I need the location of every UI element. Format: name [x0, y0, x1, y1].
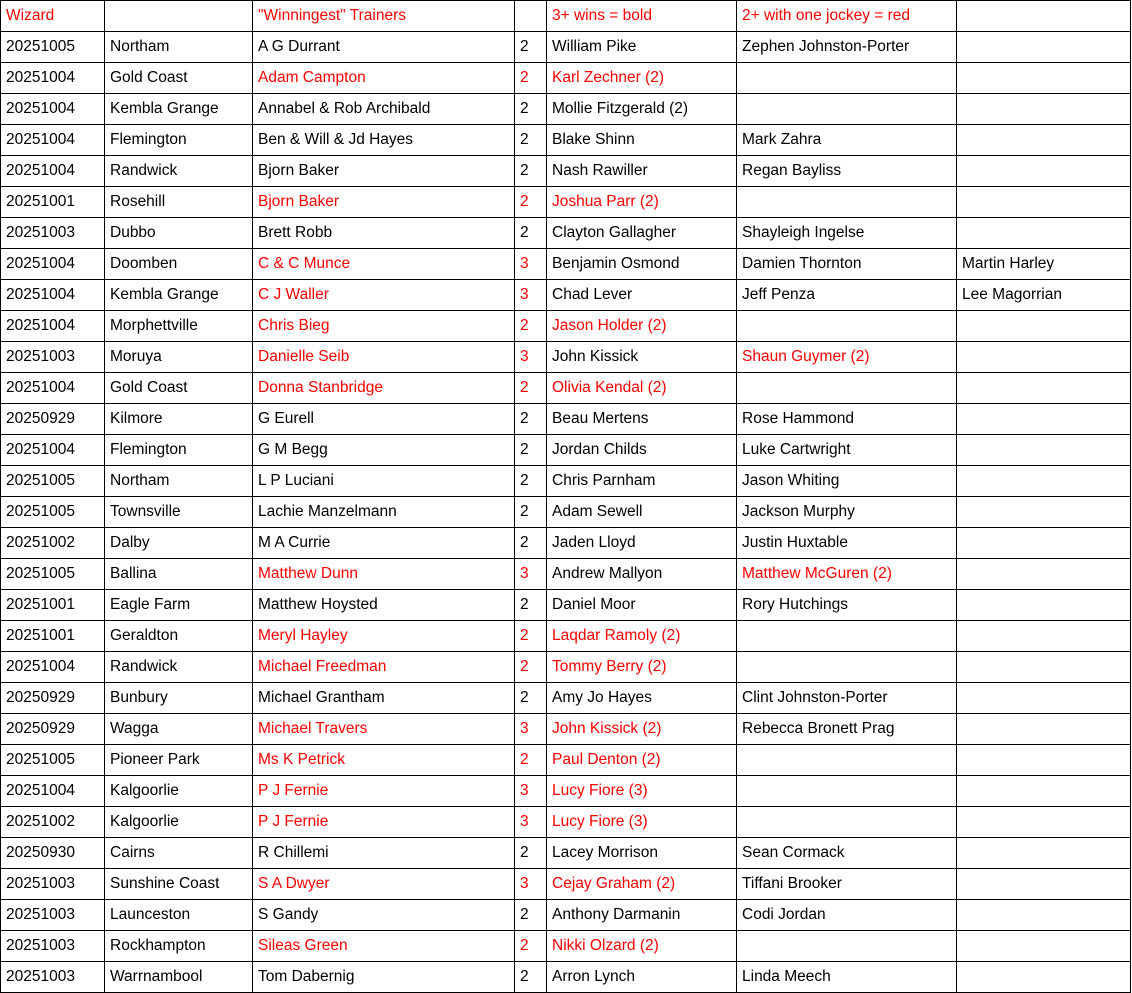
cell-jockey-3 [957, 497, 1131, 528]
cell-track: Ballina [105, 559, 253, 590]
cell-jockey-1: Lacey Morrison [547, 838, 737, 869]
cell-jockey-2 [737, 931, 957, 962]
cell-jockey-2: Clint Johnston-Porter [737, 683, 957, 714]
cell-jockey-2 [737, 745, 957, 776]
header-extra [957, 1, 1131, 32]
cell-jockey-1: Jordan Childs [547, 435, 737, 466]
cell-wins: 2 [515, 497, 547, 528]
cell-jockey-3 [957, 962, 1131, 993]
header-red-rule: 2+ with one jockey = red [737, 1, 957, 32]
cell-jockey-3 [957, 32, 1131, 63]
cell-date: 20251003 [1, 218, 105, 249]
cell-jockey-3 [957, 776, 1131, 807]
cell-track: Flemington [105, 125, 253, 156]
cell-jockey-1: Benjamin Osmond [547, 249, 737, 280]
cell-track: Gold Coast [105, 63, 253, 94]
cell-jockey-1: Blake Shinn [547, 125, 737, 156]
cell-jockey-2: Jeff Penza [737, 280, 957, 311]
table-row [1, 621, 1131, 652]
cell-jockey-1: Beau Mertens [547, 404, 737, 435]
cell-trainer: Sileas Green [253, 931, 515, 962]
table-row [1, 218, 1131, 249]
cell-date: 20251003 [1, 869, 105, 900]
cell-trainer: S Gandy [253, 900, 515, 931]
cell-track: Kalgoorlie [105, 776, 253, 807]
cell-date: 20251004 [1, 125, 105, 156]
cell-trainer: Annabel & Rob Archibald [253, 94, 515, 125]
cell-trainer: Meryl Hayley [253, 621, 515, 652]
cell-jockey-3 [957, 807, 1131, 838]
table-row [1, 125, 1131, 156]
cell-wins: 2 [515, 466, 547, 497]
cell-jockey-2 [737, 187, 957, 218]
cell-jockey-2: Damien Thornton [737, 249, 957, 280]
cell-wins: 2 [515, 838, 547, 869]
cell-track: Randwick [105, 652, 253, 683]
cell-wins: 2 [515, 404, 547, 435]
cell-jockey-2: Mark Zahra [737, 125, 957, 156]
cell-jockey-3 [957, 218, 1131, 249]
table-row [1, 807, 1131, 838]
cell-jockey-1: Lucy Fiore (3) [547, 776, 737, 807]
cell-jockey-2: Sean Cormack [737, 838, 957, 869]
cell-trainer: Ms K Petrick [253, 745, 515, 776]
cell-jockey-1: Mollie Fitzgerald (2) [547, 94, 737, 125]
cell-jockey-3 [957, 590, 1131, 621]
table-row [1, 280, 1131, 311]
cell-trainer: Michael Grantham [253, 683, 515, 714]
cell-jockey-1: Amy Jo Hayes [547, 683, 737, 714]
table-row [1, 714, 1131, 745]
cell-wins: 2 [515, 590, 547, 621]
cell-jockey-2: Rory Hutchings [737, 590, 957, 621]
cell-track: Rockhampton [105, 931, 253, 962]
cell-jockey-3 [957, 621, 1131, 652]
cell-jockey-3 [957, 900, 1131, 931]
table-row [1, 497, 1131, 528]
cell-jockey-2: Shaun Guymer (2) [737, 342, 957, 373]
cell-trainer: Danielle Seib [253, 342, 515, 373]
table-row [1, 94, 1131, 125]
cell-track: Randwick [105, 156, 253, 187]
cell-track: Gold Coast [105, 373, 253, 404]
cell-jockey-3 [957, 342, 1131, 373]
cell-date: 20251002 [1, 807, 105, 838]
cell-trainer: Donna Stanbridge [253, 373, 515, 404]
cell-trainer: A G Durrant [253, 32, 515, 63]
cell-wins: 2 [515, 156, 547, 187]
cell-date: 20251004 [1, 63, 105, 94]
cell-wins: 3 [515, 342, 547, 373]
header-trainers: "Winningest" Trainers [253, 1, 515, 32]
cell-trainer: R Chillemi [253, 838, 515, 869]
table-row [1, 776, 1131, 807]
table-row [1, 745, 1131, 776]
table-row [1, 249, 1131, 280]
cell-jockey-1: Laqdar Ramoly (2) [547, 621, 737, 652]
cell-jockey-2 [737, 94, 957, 125]
cell-jockey-3: Lee Magorrian [957, 280, 1131, 311]
cell-wins: 2 [515, 745, 547, 776]
cell-jockey-2 [737, 373, 957, 404]
table-row [1, 156, 1131, 187]
header-track [105, 1, 253, 32]
header-bold-rule: 3+ wins = bold [547, 1, 737, 32]
cell-jockey-1: Jason Holder (2) [547, 311, 737, 342]
cell-wins: 2 [515, 125, 547, 156]
cell-date: 20251004 [1, 249, 105, 280]
cell-track: Eagle Farm [105, 590, 253, 621]
cell-date: 20251004 [1, 776, 105, 807]
cell-jockey-1: Olivia Kendal (2) [547, 373, 737, 404]
cell-jockey-1: Anthony Darmanin [547, 900, 737, 931]
cell-jockey-1: Cejay Graham (2) [547, 869, 737, 900]
cell-jockey-3 [957, 528, 1131, 559]
cell-jockey-1: Chris Parnham [547, 466, 737, 497]
cell-jockey-1: Nikki Olzard (2) [547, 931, 737, 962]
table-row [1, 652, 1131, 683]
cell-track: Kembla Grange [105, 94, 253, 125]
cell-jockey-1: John Kissick [547, 342, 737, 373]
cell-jockey-1: Chad Lever [547, 280, 737, 311]
table-row [1, 187, 1131, 218]
cell-trainer: Brett Robb [253, 218, 515, 249]
cell-track: Morphettville [105, 311, 253, 342]
cell-jockey-2: Jackson Murphy [737, 497, 957, 528]
cell-jockey-2 [737, 807, 957, 838]
cell-jockey-1: Arron Lynch [547, 962, 737, 993]
cell-date: 20251005 [1, 497, 105, 528]
cell-date: 20251004 [1, 156, 105, 187]
cell-track: Bunbury [105, 683, 253, 714]
cell-date: 20251003 [1, 962, 105, 993]
cell-trainer: G M Begg [253, 435, 515, 466]
cell-wins: 2 [515, 962, 547, 993]
cell-track: Wagga [105, 714, 253, 745]
cell-trainer: Matthew Dunn [253, 559, 515, 590]
cell-trainer: Bjorn Baker [253, 156, 515, 187]
cell-jockey-2: Rose Hammond [737, 404, 957, 435]
cell-trainer: Bjorn Baker [253, 187, 515, 218]
cell-jockey-2: Linda Meech [737, 962, 957, 993]
cell-date: 20251001 [1, 621, 105, 652]
cell-jockey-1: Adam Sewell [547, 497, 737, 528]
cell-jockey-3 [957, 373, 1131, 404]
header-wins [515, 1, 547, 32]
cell-track: Kalgoorlie [105, 807, 253, 838]
cell-wins: 2 [515, 63, 547, 94]
cell-jockey-3 [957, 466, 1131, 497]
cell-date: 20251005 [1, 466, 105, 497]
table-body [1, 32, 1131, 993]
cell-trainer: G Eurell [253, 404, 515, 435]
cell-wins: 2 [515, 187, 547, 218]
cell-wins: 3 [515, 714, 547, 745]
cell-trainer: Michael Freedman [253, 652, 515, 683]
cell-jockey-3 [957, 125, 1131, 156]
cell-jockey-1: Clayton Gallagher [547, 218, 737, 249]
cell-wins: 3 [515, 869, 547, 900]
table-header-row [1, 1, 1131, 32]
cell-track: Launceston [105, 900, 253, 931]
cell-trainer: Ben & Will & Jd Hayes [253, 125, 515, 156]
cell-jockey-3 [957, 745, 1131, 776]
cell-trainer: C J Waller [253, 280, 515, 311]
cell-wins: 2 [515, 94, 547, 125]
cell-jockey-3: Martin Harley [957, 249, 1131, 280]
cell-date: 20251004 [1, 435, 105, 466]
cell-trainer: Matthew Hoysted [253, 590, 515, 621]
table-row [1, 466, 1131, 497]
cell-wins: 3 [515, 559, 547, 590]
cell-date: 20251004 [1, 94, 105, 125]
cell-track: Kembla Grange [105, 280, 253, 311]
cell-jockey-2: Luke Cartwright [737, 435, 957, 466]
header-wizard: Wizard [1, 1, 105, 32]
cell-date: 20251003 [1, 900, 105, 931]
cell-track: Kilmore [105, 404, 253, 435]
cell-wins: 2 [515, 900, 547, 931]
cell-jockey-1: Karl Zechner (2) [547, 63, 737, 94]
cell-jockey-2: Jason Whiting [737, 466, 957, 497]
cell-date: 20251004 [1, 311, 105, 342]
cell-jockey-3 [957, 714, 1131, 745]
table-row [1, 683, 1131, 714]
cell-trainer: Adam Campton [253, 63, 515, 94]
cell-track: Pioneer Park [105, 745, 253, 776]
cell-track: Flemington [105, 435, 253, 466]
cell-jockey-2: Rebecca Bronett Prag [737, 714, 957, 745]
cell-wins: 2 [515, 373, 547, 404]
cell-track: Cairns [105, 838, 253, 869]
cell-wins: 3 [515, 776, 547, 807]
cell-jockey-3 [957, 404, 1131, 435]
cell-wins: 2 [515, 311, 547, 342]
cell-track: Townsville [105, 497, 253, 528]
cell-wins: 2 [515, 528, 547, 559]
table-row [1, 528, 1131, 559]
table-row [1, 311, 1131, 342]
cell-trainer: Chris Bieg [253, 311, 515, 342]
table-row [1, 962, 1131, 993]
cell-wins: 2 [515, 32, 547, 63]
cell-jockey-2: Tiffani Brooker [737, 869, 957, 900]
cell-date: 20251002 [1, 528, 105, 559]
cell-trainer: L P Luciani [253, 466, 515, 497]
cell-jockey-1: Nash Rawiller [547, 156, 737, 187]
cell-jockey-1: Daniel Moor [547, 590, 737, 621]
cell-date: 20251004 [1, 373, 105, 404]
cell-track: Moruya [105, 342, 253, 373]
table-row [1, 931, 1131, 962]
table-row [1, 342, 1131, 373]
cell-jockey-2 [737, 621, 957, 652]
cell-track: Doomben [105, 249, 253, 280]
cell-jockey-2: Zephen Johnston-Porter [737, 32, 957, 63]
cell-date: 20251005 [1, 32, 105, 63]
table-row [1, 838, 1131, 869]
cell-wins: 2 [515, 931, 547, 962]
cell-jockey-3 [957, 311, 1131, 342]
cell-jockey-2: Matthew McGuren (2) [737, 559, 957, 590]
cell-track: Geraldton [105, 621, 253, 652]
cell-wins: 2 [515, 621, 547, 652]
cell-wins: 3 [515, 249, 547, 280]
cell-jockey-3 [957, 559, 1131, 590]
cell-trainer: P J Fernie [253, 776, 515, 807]
table-row [1, 590, 1131, 621]
cell-jockey-3 [957, 683, 1131, 714]
cell-trainer: M A Currie [253, 528, 515, 559]
cell-wins: 2 [515, 435, 547, 466]
cell-date: 20251003 [1, 342, 105, 373]
cell-jockey-3 [957, 187, 1131, 218]
table-row [1, 63, 1131, 94]
cell-date: 20251005 [1, 745, 105, 776]
table-row [1, 435, 1131, 466]
cell-track: Northam [105, 466, 253, 497]
cell-track: Northam [105, 32, 253, 63]
cell-jockey-2 [737, 311, 957, 342]
cell-track: Rosehill [105, 187, 253, 218]
cell-jockey-1: Tommy Berry (2) [547, 652, 737, 683]
cell-wins: 3 [515, 280, 547, 311]
cell-track: Sunshine Coast [105, 869, 253, 900]
cell-date: 20250930 [1, 838, 105, 869]
cell-date: 20251003 [1, 931, 105, 962]
cell-track: Warrnambool [105, 962, 253, 993]
cell-jockey-2 [737, 63, 957, 94]
cell-jockey-2: Codi Jordan [737, 900, 957, 931]
cell-jockey-2: Shayleigh Ingelse [737, 218, 957, 249]
cell-jockey-1: Paul Denton (2) [547, 745, 737, 776]
cell-track: Dubbo [105, 218, 253, 249]
cell-jockey-3 [957, 63, 1131, 94]
cell-jockey-3 [957, 931, 1131, 962]
cell-date: 20250929 [1, 714, 105, 745]
cell-jockey-1: John Kissick (2) [547, 714, 737, 745]
cell-jockey-3 [957, 435, 1131, 466]
cell-date: 20251001 [1, 187, 105, 218]
table-row [1, 559, 1131, 590]
cell-jockey-2 [737, 652, 957, 683]
table-row [1, 373, 1131, 404]
cell-trainer: C & C Munce [253, 249, 515, 280]
cell-trainer: Michael Travers [253, 714, 515, 745]
cell-date: 20251004 [1, 280, 105, 311]
cell-date: 20251005 [1, 559, 105, 590]
cell-jockey-1: Andrew Mallyon [547, 559, 737, 590]
cell-trainer: Tom Dabernig [253, 962, 515, 993]
cell-jockey-2: Justin Huxtable [737, 528, 957, 559]
cell-track: Dalby [105, 528, 253, 559]
cell-trainer: S A Dwyer [253, 869, 515, 900]
cell-date: 20250929 [1, 404, 105, 435]
cell-wins: 3 [515, 807, 547, 838]
table-row [1, 900, 1131, 931]
cell-jockey-2: Regan Bayliss [737, 156, 957, 187]
cell-trainer: P J Fernie [253, 807, 515, 838]
table-row [1, 32, 1131, 63]
cell-jockey-1: Lucy Fiore (3) [547, 807, 737, 838]
cell-jockey-1: Joshua Parr (2) [547, 187, 737, 218]
table-row [1, 404, 1131, 435]
cell-date: 20250929 [1, 683, 105, 714]
cell-wins: 2 [515, 652, 547, 683]
cell-date: 20251001 [1, 590, 105, 621]
cell-jockey-1: William Pike [547, 32, 737, 63]
cell-jockey-3 [957, 652, 1131, 683]
cell-jockey-3 [957, 869, 1131, 900]
cell-wins: 2 [515, 218, 547, 249]
table-row [1, 869, 1131, 900]
cell-jockey-2 [737, 776, 957, 807]
cell-wins: 2 [515, 683, 547, 714]
cell-trainer: Lachie Manzelmann [253, 497, 515, 528]
cell-jockey-3 [957, 838, 1131, 869]
cell-jockey-3 [957, 94, 1131, 125]
cell-jockey-3 [957, 156, 1131, 187]
cell-date: 20251004 [1, 652, 105, 683]
cell-jockey-1: Jaden Lloyd [547, 528, 737, 559]
